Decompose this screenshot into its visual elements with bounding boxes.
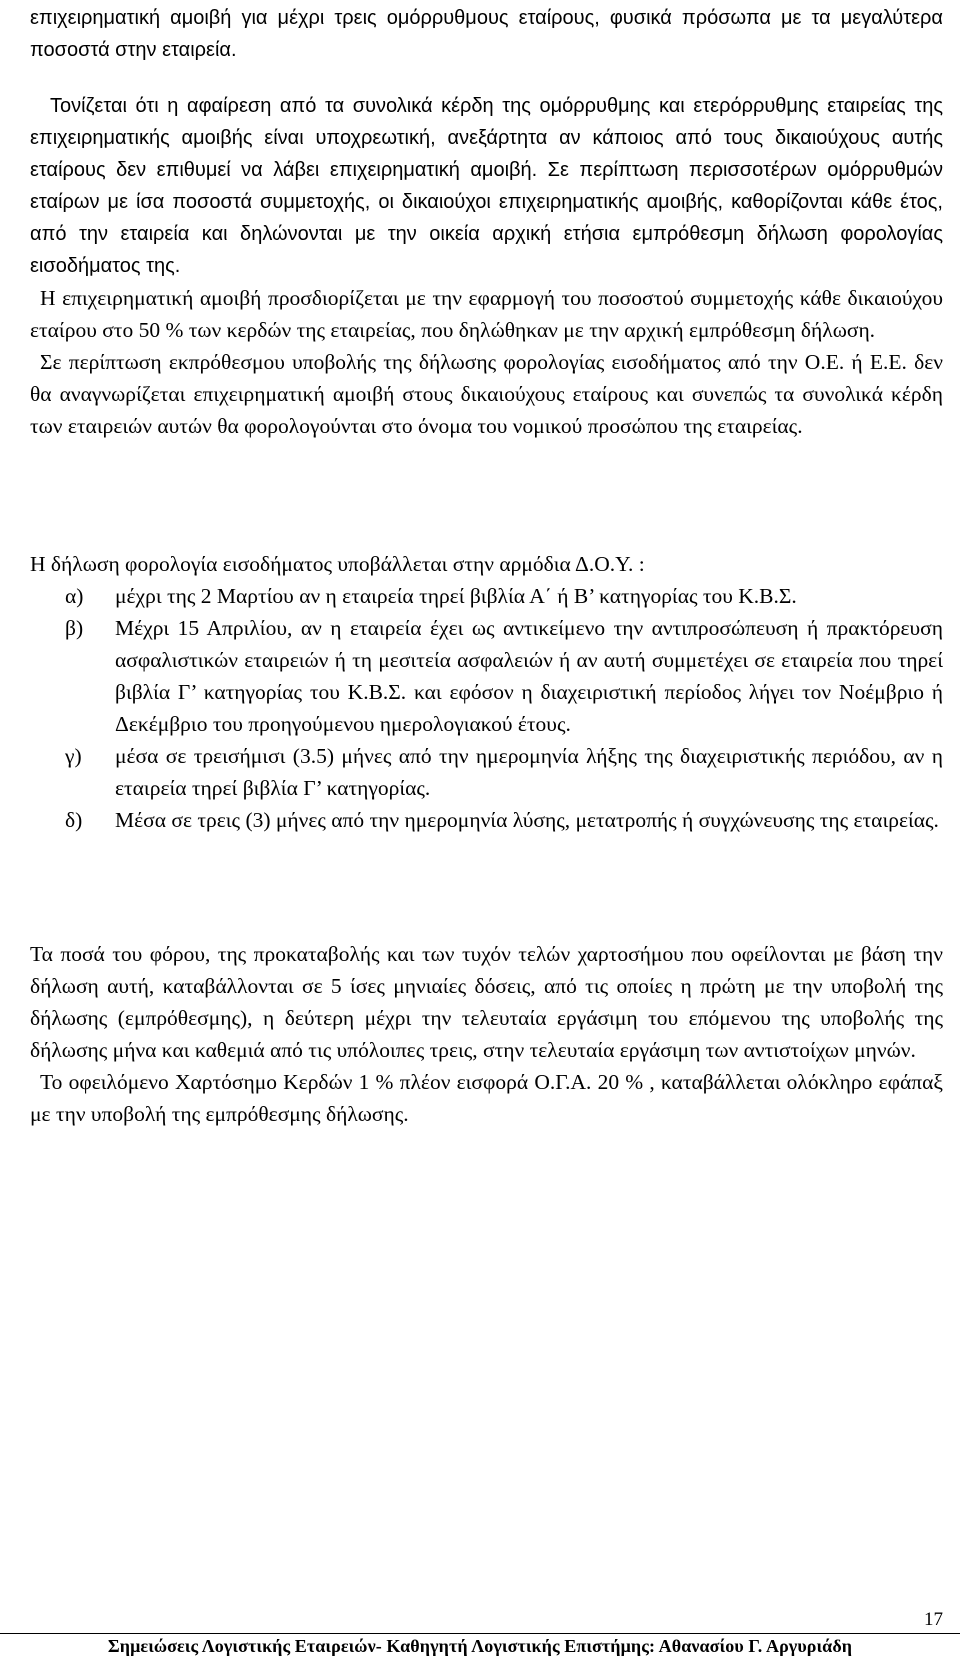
page-footer: Σημειώσεις Λογιστικής Εταιρειών- Καθηγητή Λογιστικής Επιστήμης: Αθανασίου Γ. Αργυριάδη (107, 1636, 853, 1656)
payment-paragraph: Τα ποσά του φόρου, της προκαταβολής και των τυχόν τελών χαρτοσήμου που οφείλονται με βάση την δήλωση αυτή, καταβάλλονται σε 5 ίσες μηνιαίες δόσεις, από τις οποίες η πρώτη με την υποβολή της δήλωσης (εμπρόθεσμης), η δεύτερη μέχρι την τελευταία εργάσιμη του επόμενου της υποβολής της δήλωσης μήνα και καθεμιά από τις υπόλοιπες τρεις, στην τελευταία εργάσιμη των αντιστοίχων μηνών. (30, 942, 943, 1062)
list-item (30, 580, 943, 612)
list-item-label: δ) (65, 808, 83, 832)
deadlines-list (30, 580, 943, 836)
emphasis-paragraph: Τονίζεται ότι η αφαίρεση από τα συνολικά κέρδη της ομόρρυθμης και ετερόρρυθμης εταιρείας της επιχειρηματικής αμοιβής είναι υποχρεωτική, ανεξάρτητα αν κάποιος από τους δικαιούχους αυτής εταίρους δεν επιθυμεί να λάβει επιχειρηματική αμοιβή. Σε περίπτωση περισσοτέρων ομόρρυθμών εταίρων με ίσα ποσοστά συμμετοχής, οι δικαιούχοι επιχειρηματικής αμοιβής, καθορίζονται κάθε έτος, από την εταιρεία και δηλώνονται με την οικεία αρχική ετήσια εμπρόθεσμη δήλωση φορολογίας εισοδήματος της. (30, 95, 943, 277)
list-item-label: γ) (65, 744, 82, 768)
list-item-text: μέσα σε τρεισήμισι (3.5) μήνες από την ημερομηνία λήξης της διαχειριστικής περιόδου, αν η εταιρεία τηρεί βιβλία Γ’ κατηγορίας. (115, 744, 943, 800)
rules-block (30, 90, 943, 442)
list-item-text: Μέχρι 15 Απριλίου, αν η εταιρεία έχει ως αντικείμενο την αντιπροσώπευση ή πρακτόρευση ασφαλιστικών εταιρειών ή τη μεσιτεία ασφαλειών ή αν αυτή συμμετέχει σε εταιρεία που τηρεί βιβλία Γ’ κατηγορίας του Κ.Β.Σ. και εφόσον η διαχειριστική περίοδος λήγει τον Νοέμβριο ή Δεκέμβριο του προηγούμενου ημερολογιακού έτους. (115, 616, 943, 736)
page-number: 17 (924, 1609, 943, 1630)
list-item-label: β) (65, 616, 84, 640)
list-item-label: α) (65, 584, 84, 608)
list-item-text: Μέσα σε τρεις (3) μήνες από την ημερομηνία λύσης, μετατροπής ή συγχώνευσης της εταιρείας. (115, 808, 939, 832)
deadlines-block (30, 548, 943, 836)
deadlines-heading: Η δήλωση φορολογία εισοδήματος υποβάλλεται στην αρμόδια Δ.Ο.Υ. : (30, 552, 645, 576)
payment-block (30, 938, 943, 1130)
list-item (30, 804, 943, 836)
list-item (30, 612, 943, 740)
list-item (30, 740, 943, 804)
footer-divider (0, 1633, 960, 1634)
intro-block (30, 2, 943, 66)
list-item-text: μέχρι της 2 Μαρτίου αν η εταιρεία τηρεί βιβλία Α΄ ή Β’ κατηγορίας του Κ.Β.Σ. (115, 584, 797, 608)
late-filing-paragraph: Σε περίπτωση εκπρόθεσμου υποβολής της δήλωσης φορολογίας εισοδήματος από την Ο.Ε. ή Ε.Ε. δεν θα αναγνωρίζεται επιχειρηματική αμοιβή στους δικαιούχους εταίρους και συνεπώς τα συνολικά κέρδη των εταιρειών αυτών θα φορολογούνται στο όνομα του νομικού προσώπου της εταιρείας. (30, 350, 943, 438)
stamp-duty-paragraph: Το οφειλόμενο Χαρτόσημο Κερδών 1 % πλέον εισφορά Ο.Γ.Α. 20 % , καταβάλλεται ολόκληρο εφάπαξ με την υποβολή της εμπρόθεσμης δήλωσης. (30, 1070, 943, 1126)
calculation-paragraph: Η επιχειρηματική αμοιβή προσδιορίζεται με την εφαρμογή του ποσοστού συμμετοχής κάθε δικαιούχου εταίρου στο 50 % των κερδών της εταιρείας, που δηλώθηκαν με την αρχική εμπρόθεσμη δήλωση. (30, 286, 943, 342)
intro-paragraph: επιχειρηματική αμοιβή για μέχρι τρεις ομόρρυθμους εταίρους, φυσικά πρόσωπα με τα μεγαλύτερα ποσοστά στην εταιρεία. (30, 7, 943, 61)
